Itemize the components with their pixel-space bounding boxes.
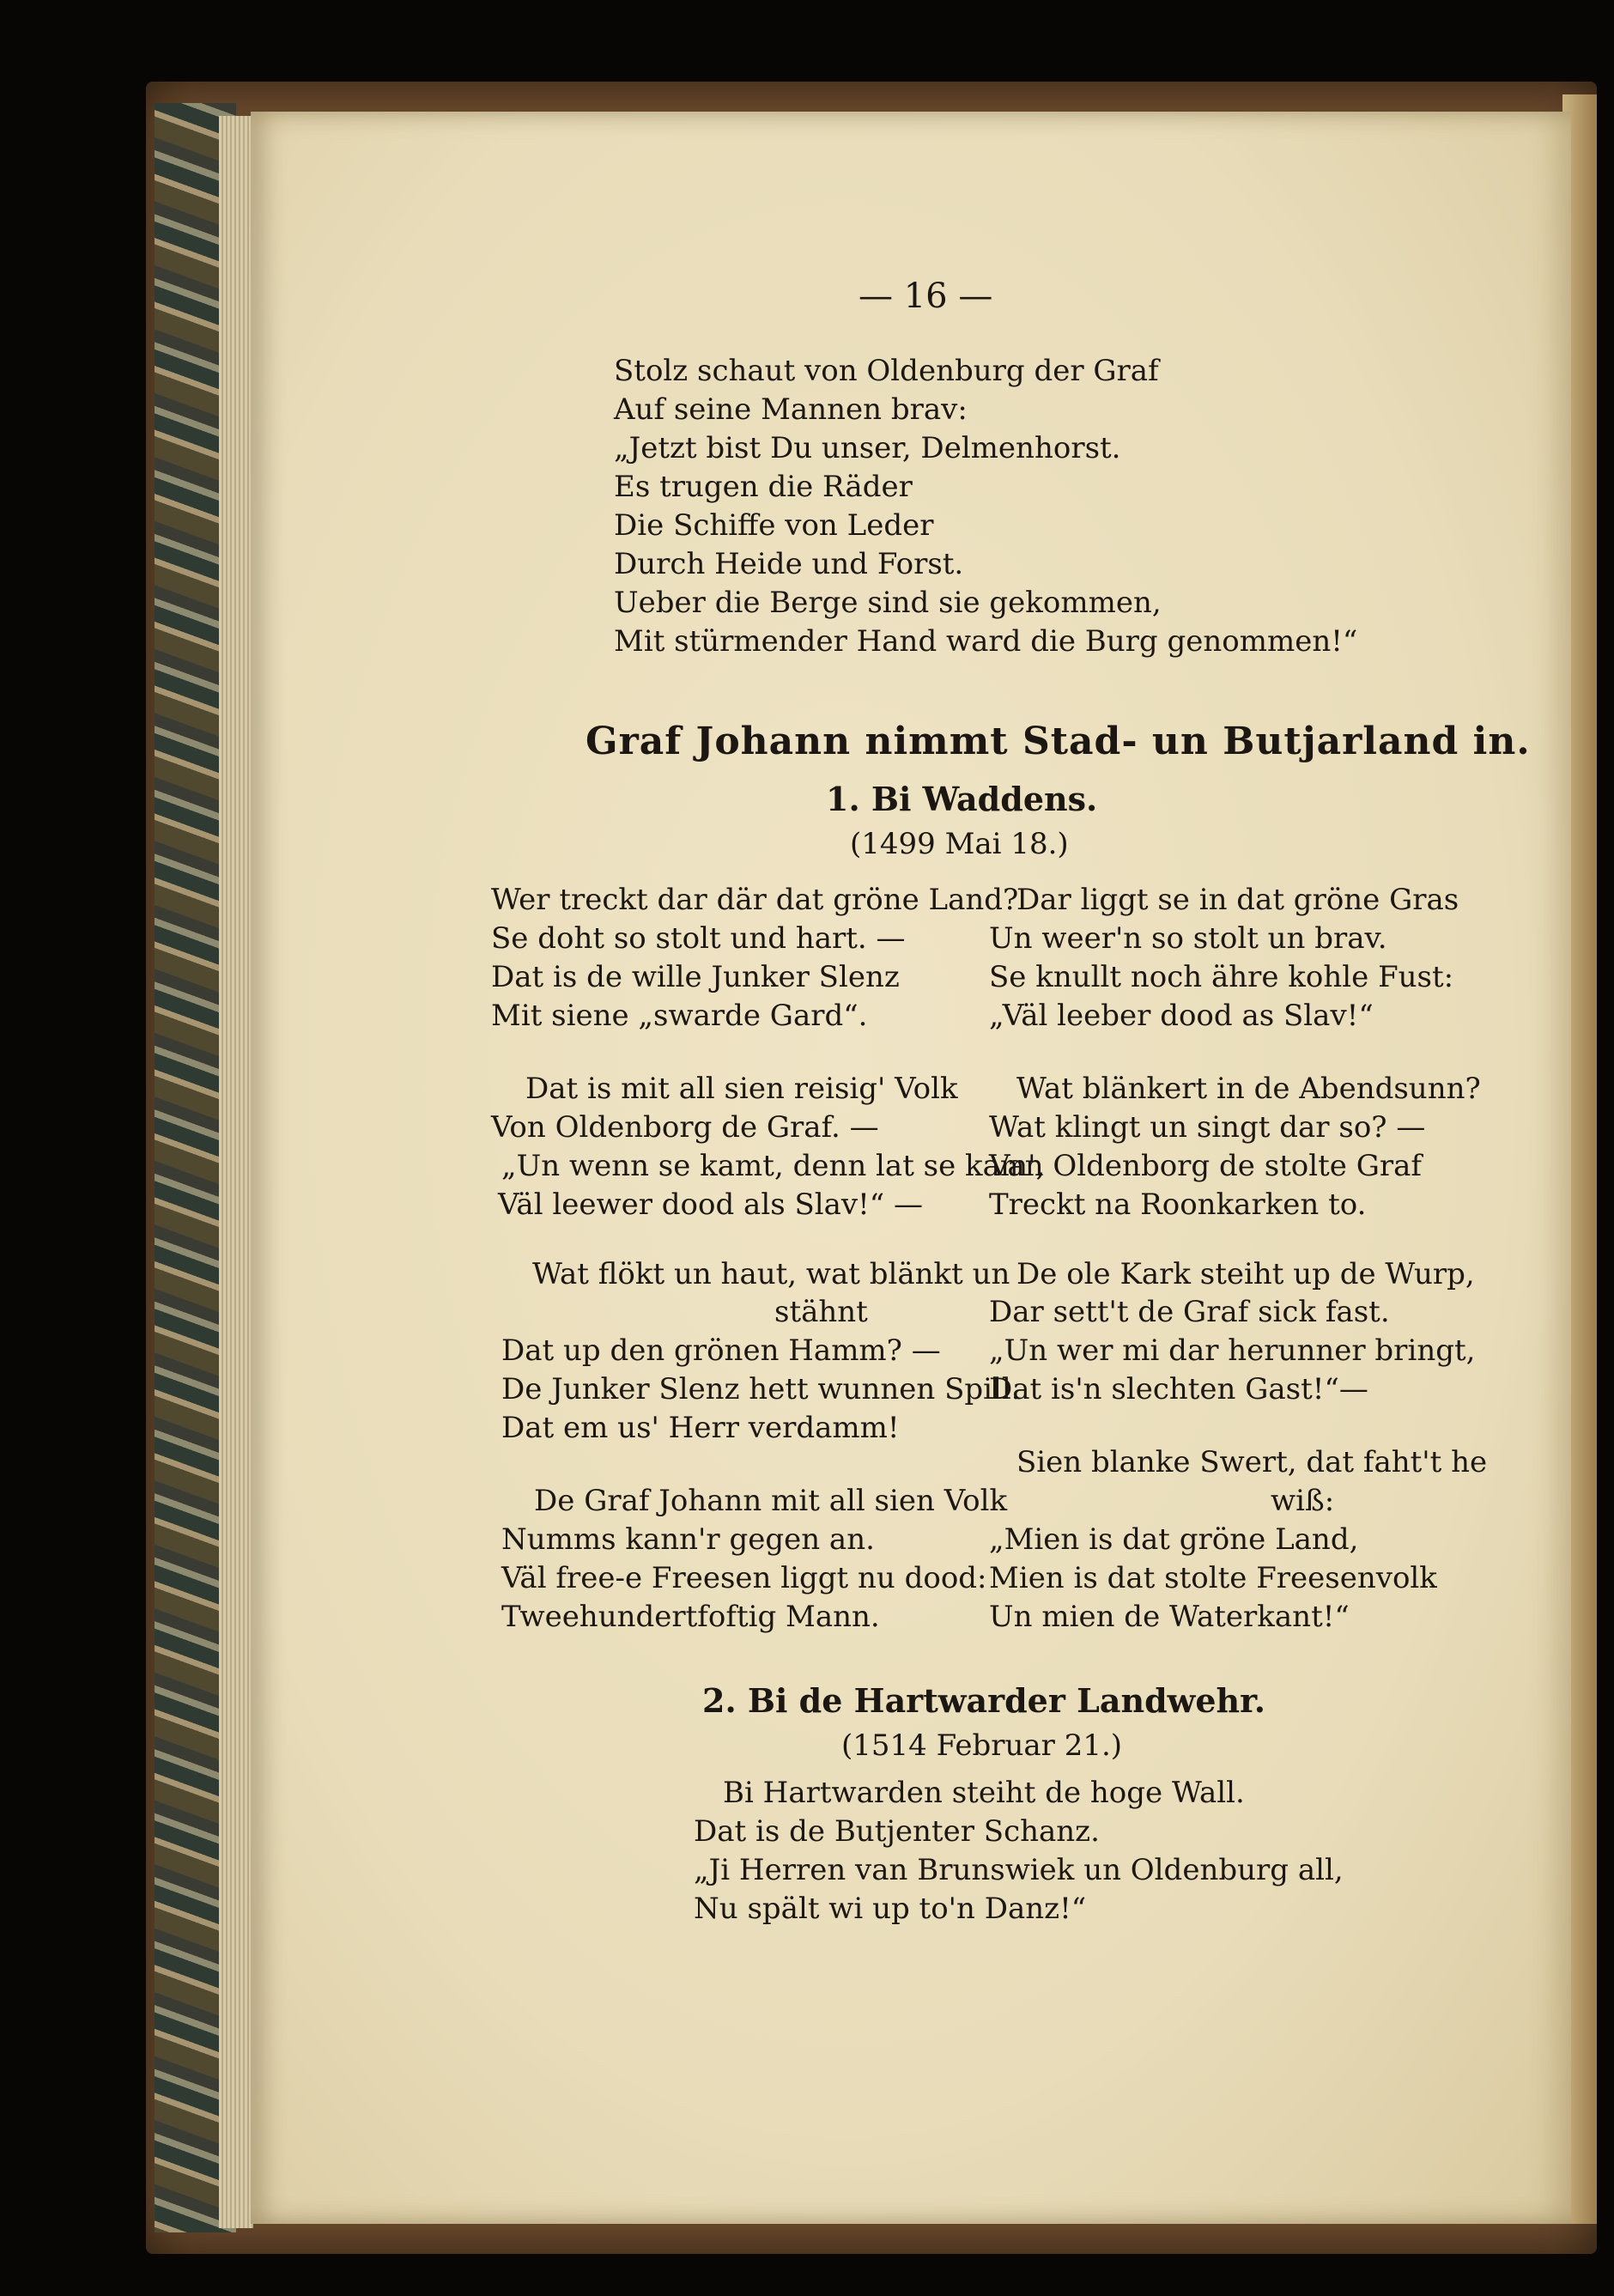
left-verse-line: Wer treckt dar där dat gröne Land? (491, 883, 1019, 917)
left-verse-line: De Junker Slenz hett wunnen Spill. (501, 1372, 1021, 1406)
right-verse-line: Un mien de Waterkant!“ (989, 1600, 1350, 1634)
right-verse-line: „Mien is dat gröne Land, (989, 1522, 1359, 1557)
right-verse-line: De ole Kark steiht up de Wurp, (1016, 1257, 1475, 1291)
intro-line: Es trugen die Räder (614, 470, 913, 504)
intro-line: Ueber die Berge sind sie gekommen, (614, 586, 1162, 620)
intro-line: Durch Heide und Forst. (614, 547, 964, 581)
right-verse-line: „Un wer mi dar herunner bringt, (989, 1333, 1476, 1368)
intro-line: Mit stürmender Hand ward die Burg genommen!“ (614, 624, 1358, 659)
right-verse-line: Treckt na Roonkarken to. (989, 1187, 1367, 1222)
left-verse-line: Dat em us' Herr verdamm! (501, 1411, 900, 1445)
left-verse-line: Numms kann'r gegen an. (501, 1522, 875, 1557)
section-date: (1499 Mai 18.) (850, 827, 1069, 861)
right-verse-line: Se knullt noch ähre kohle Fust: (989, 960, 1454, 994)
intro-line: Die Schiffe von Leder (614, 508, 934, 543)
right-verse-line: wiß: (1271, 1484, 1335, 1518)
page-edges (219, 116, 253, 2228)
left-verse-line: Wat flökt un haut, wat blänkt un (532, 1257, 1010, 1291)
right-verse-line: „Väl leeber dood as Slav!“ (989, 999, 1374, 1033)
section-date: (1514 Februar 21.) (841, 1728, 1123, 1763)
poem-title: Graf Johann nimmt Stad- un Butjarland in. (586, 720, 1531, 763)
left-verse-line: Väl leewer dood als Slav!“ — (498, 1187, 923, 1222)
intro-line: Stolz schaut von Oldenburg der Graf (614, 354, 1159, 388)
verse-line: Dat is de Butjenter Schanz. (694, 1814, 1100, 1849)
right-verse-line: Dar liggt se in dat gröne Gras (1016, 883, 1459, 917)
left-verse-line: Väl free-e Freesen liggt nu dood: (501, 1561, 987, 1595)
right-verse-line: Wat klingt un singt dar so? — (989, 1110, 1426, 1145)
right-verse-line: Dat is'n slechten Gast!“— (989, 1372, 1368, 1406)
left-verse-line: Tweehundertfoftig Mann. (501, 1600, 880, 1634)
left-verse-line: Von Oldenborg de Graf. — (491, 1110, 879, 1145)
right-verse-line: Un weer'n so stolt un brav. (989, 921, 1387, 956)
section-heading: 1. Bi Waddens. (826, 780, 1098, 818)
left-verse-line: Se doht so stolt und hart. — (491, 921, 906, 956)
verse-line: „Ji Herren van Brunswiek un Oldenburg all, (694, 1853, 1344, 1887)
right-verse-line: Van Oldenborg de stolte Graf (989, 1149, 1423, 1183)
right-verse-line: Dar sett't de Graf sick fast. (989, 1295, 1390, 1329)
left-verse-line: „Un wenn se kamt, denn lat se kam', (501, 1149, 1046, 1183)
section-heading: 2. Bi de Hartwarder Landwehr. (702, 1681, 1265, 1720)
left-verse-line: stähnt (774, 1295, 868, 1329)
left-verse-line: Mit siene „swarde Gard“. (491, 999, 868, 1033)
left-verse-line: Dat is mit all sien reisig' Volk (525, 1072, 958, 1106)
left-verse-line: De Graf Johann mit all sien Volk (534, 1484, 1008, 1518)
left-verse-line: Dat up den grönen Hamm? — (501, 1333, 941, 1368)
right-verse-line: Wat blänkert in de Abendsunn? (1016, 1072, 1481, 1106)
intro-line: „Jetzt bist Du unser, Delmenhorst. (614, 431, 1121, 465)
verse-line: Bi Hartwarden steiht de hoge Wall. (723, 1776, 1245, 1810)
left-verse-line: Dat is de wille Junker Slenz (491, 960, 900, 994)
right-verse-line: Sien blanke Swert, dat faht't he (1016, 1445, 1488, 1479)
page-number: — 16 — (859, 276, 993, 316)
verse-line: Nu spält wi up to'n Danz!“ (694, 1892, 1087, 1926)
intro-line: Auf seine Mannen brav: (614, 392, 968, 427)
right-verse-line: Mien is dat stolte Freesenvolk (989, 1561, 1437, 1595)
